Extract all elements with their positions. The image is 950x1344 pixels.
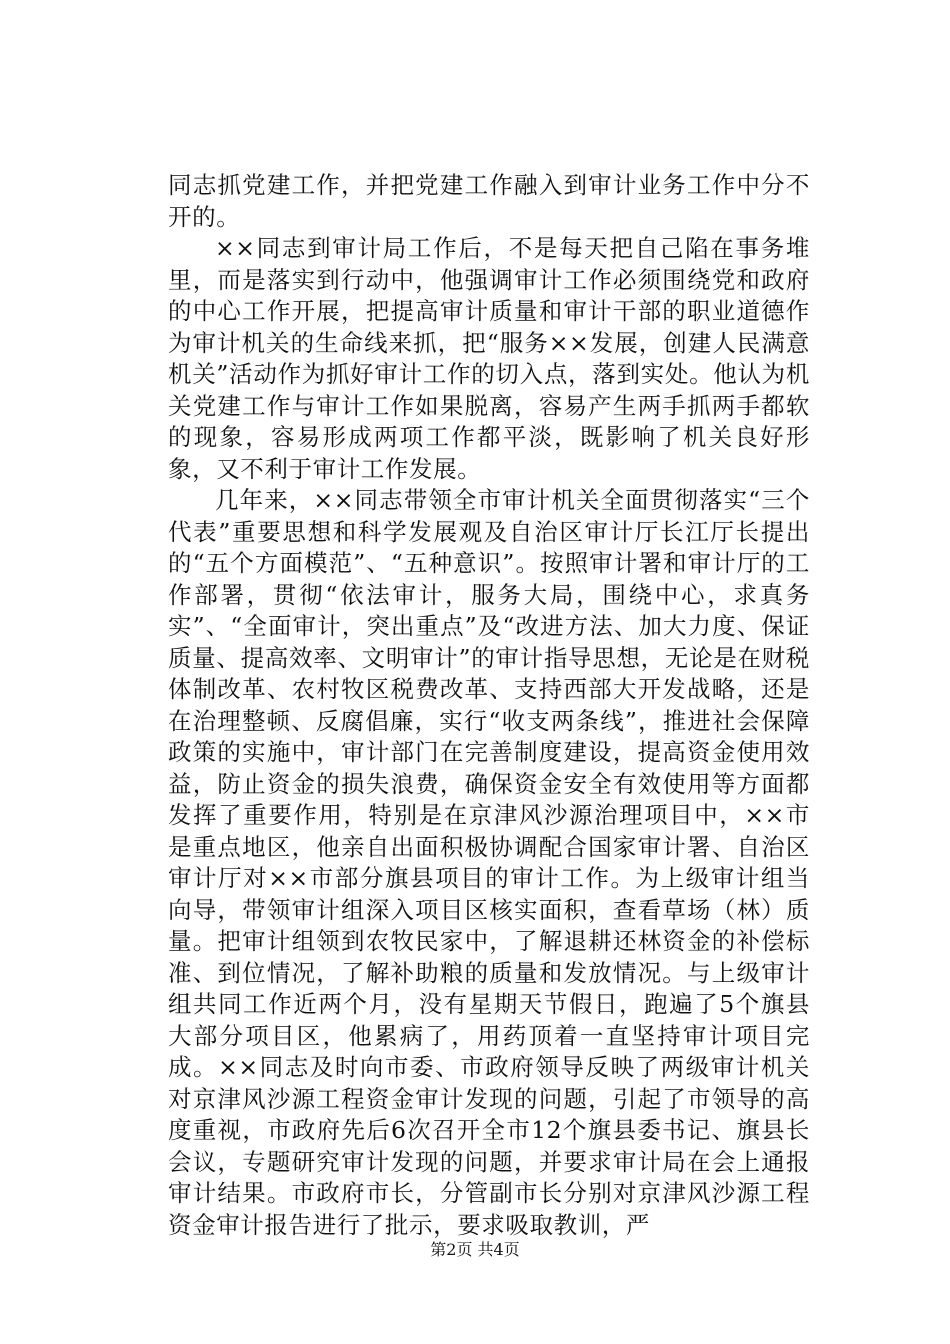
- paragraph-achievements: 几年来，××同志带领全市审计机关全面贯彻落实“三个代表”重要思想和科学发展观及自治区审计厅长江厅长提出的“五个方面模范”、“五种意识”。按照审计署和审计厅的工作部署，贯彻“依法审计，服务大局，围绕中心，求真务实”、“全面审计，突出重点”及“改进方法、加大力度、保证质量、提高效率、文明审计”的审计指导思想，无论是在财税体制改革、农村牧区税费改革、支持西部大开发战略，还是在治理整顿、反腐倡廉，实行“收支两条线”，推进社会保障政策的实施中，审计部门在完善制度建设，提高资金使用效益，防止资金的损失浪费，确保资金安全有效使用等方面都发挥了重要作用，特别是在京津风沙源治理项目中，××市是重点地区，他亲自出面积极协调配合国家审计署、自治区审计厅对××市部分旗县项目的审计工作。为上级审计组当向导，带领审计组深入项目区核实面积，查看草场（林）质量。把审计组领到农牧民家中，了解退耕还林资金的补偿标准、到位情况，了解补助粮的质量和发放情况。与上级审计组共同工作近两个月，没有星期天节假日，跑遍了5个旗县大部分项目区，他累病了，用药顶着一直坚持审计项目完成。××同志及时向市委、市政府领导反映了两级审计机关对京津风沙源工程资金审计发现的问题，引起了市领导的高度重视，市政府先后6次召开全市12个旗县委书记、旗县长会议，专题研究审计发现的问题，并要求审计局在会上通报审计结果。市政府市长，分管副市长分别对京津风沙源工程资金审计报告进行了批示，要求吸取教训，严: [168, 486, 810, 1239]
- paragraph-continuation: 同志抓党建工作，并把党建工作融入到审计业务工作中分不开的。: [168, 171, 810, 231]
- document-body: [168, 170, 810, 1241]
- paragraph-work-approach: ××同志到审计局工作后，不是每天把自己陷在事务堆里，而是落实到行动中，他强调审计工作必须围绕党和政府的中心工作开展，把提高审计质量和审计干部的职业道德作为审计机关的生命线来抓，把“服务××发展，创建人民满意机关”活动作为抓好审计工作的切入点，落到实处。他认为机关党建工作与审计工作如果脱离，容易产生两手抓两手都软的现象，容易形成两项工作都平淡，既影响了机关良好形象，又不利于审计工作发展。: [168, 234, 810, 483]
- page-footer: 第2页 共4页: [430, 1240, 520, 1259]
